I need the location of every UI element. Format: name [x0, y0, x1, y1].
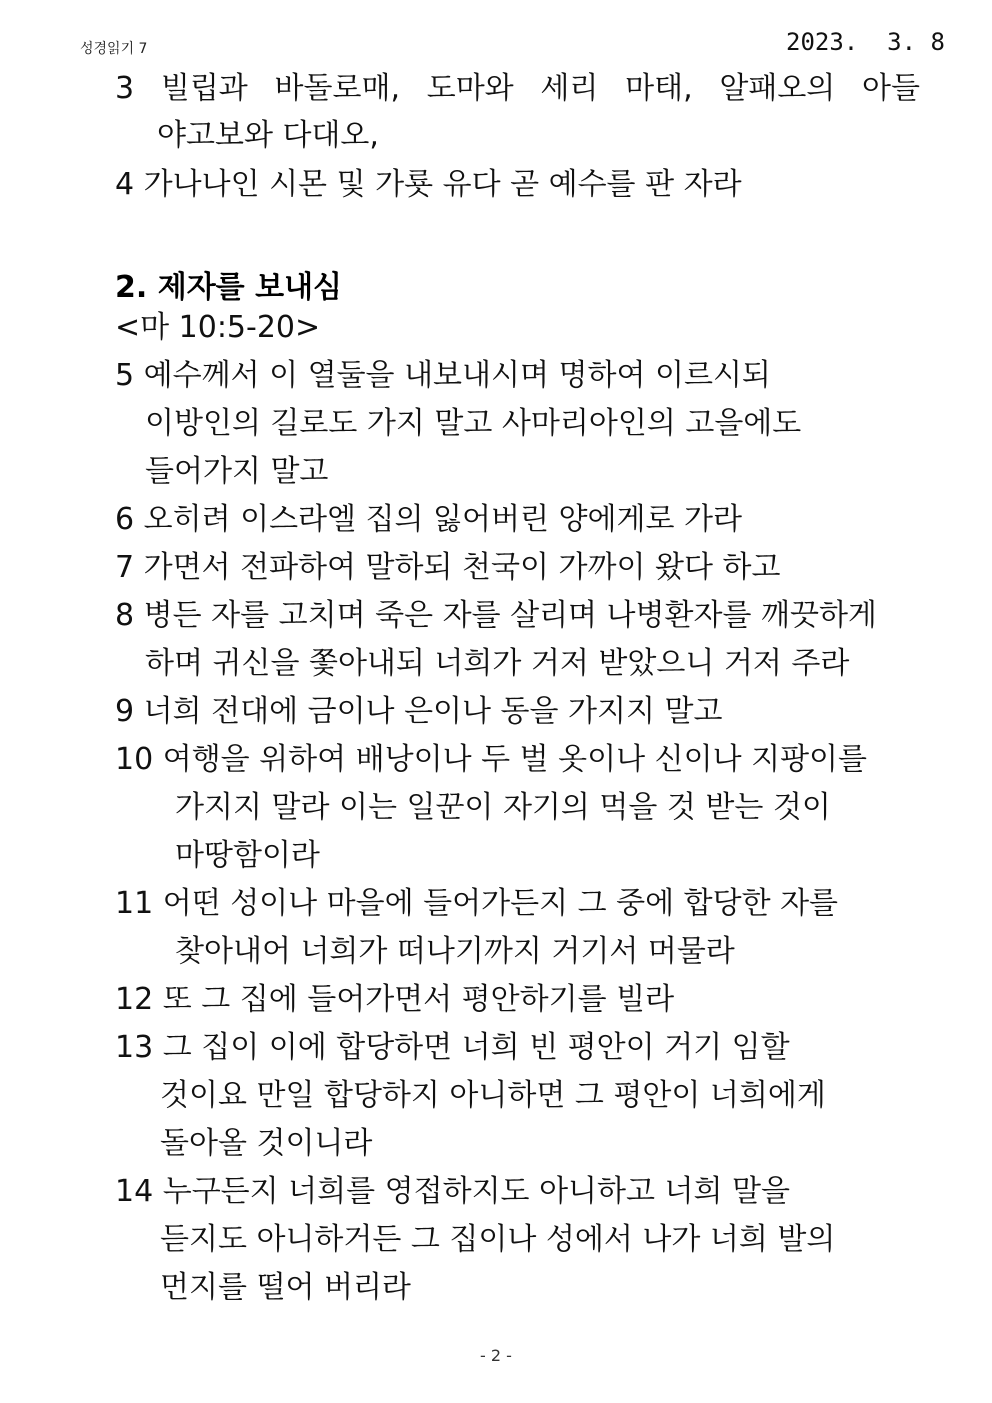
- verse-line: 13 그 집이 이에 합당하면 너희 빈 평안이 거기 임할: [115, 1030, 790, 1065]
- verse-line: 하며 귀신을 쫓아내되 너희가 거저 받았으니 거저 주라: [145, 646, 850, 681]
- document-date: 2023. 3. 8: [786, 28, 945, 56]
- section-heading: 2. 제자를 보내심: [115, 270, 343, 305]
- page-number: - 2 -: [480, 1346, 512, 1365]
- verse-line: 듣지도 아니하거든 그 집이나 성에서 나가 너희 발의: [160, 1222, 836, 1257]
- verse-line: 7 가면서 전파하여 말하되 천국이 가까이 왔다 하고: [115, 550, 781, 585]
- verse-line: 것이요 만일 합당하지 아니하면 그 평안이 너희에게: [160, 1078, 826, 1113]
- verse-line: 돌아올 것이니라: [160, 1126, 373, 1161]
- document-title: 성경읽기 7: [80, 41, 148, 57]
- verse-line: 10 여행을 위하여 배낭이나 두 벌 옷이나 신이나 지팡이를: [115, 742, 868, 777]
- scripture-reference: <마 10:5-20>: [115, 310, 321, 345]
- verse-line: 이방인의 길로도 가지 말고 사마리아인의 고을에도: [145, 406, 802, 441]
- verse-line: 5 예수께서 이 열둘을 내보내시며 명하여 이르시되: [115, 358, 771, 393]
- verse-4: 4 가나나인 시몬 및 가룟 유다 곧 예수를 판 자라: [115, 167, 742, 202]
- verse-line: 6 오히려 이스라엘 집의 잃어버린 양에게로 가라: [115, 502, 742, 537]
- verse-line: 14 누구든지 너희를 영접하지도 아니하고 너희 말을: [115, 1174, 790, 1209]
- verse-line: 8 병든 자를 고치며 죽은 자를 살리며 나병환자를 깨끗하게: [115, 598, 877, 633]
- verse-3-line-1: 3 빌립과 바돌로매, 도마와 세리 마태, 알패오의 아들: [115, 71, 920, 106]
- verse-line: 9 너희 전대에 금이나 은이나 동을 가지지 말고: [115, 694, 723, 729]
- verse-line: 찾아내어 너희가 떠나기까지 거기서 머물라: [175, 934, 735, 969]
- verse-3-line-2: 야고보와 다대오,: [157, 118, 379, 153]
- verse-line: 먼지를 떨어 버리라: [160, 1270, 411, 1305]
- verse-line: 마땅함이라: [175, 838, 320, 873]
- verse-line: 11 어떤 성이나 마을에 들어가든지 그 중에 합당한 자를: [115, 886, 839, 921]
- verse-line: 들어가지 말고: [145, 454, 329, 489]
- verse-line: 가지지 말라 이는 일꾼이 자기의 먹을 것 받는 것이: [175, 790, 831, 825]
- verse-line: 12 또 그 집에 들어가면서 평안하기를 빌라: [115, 982, 675, 1017]
